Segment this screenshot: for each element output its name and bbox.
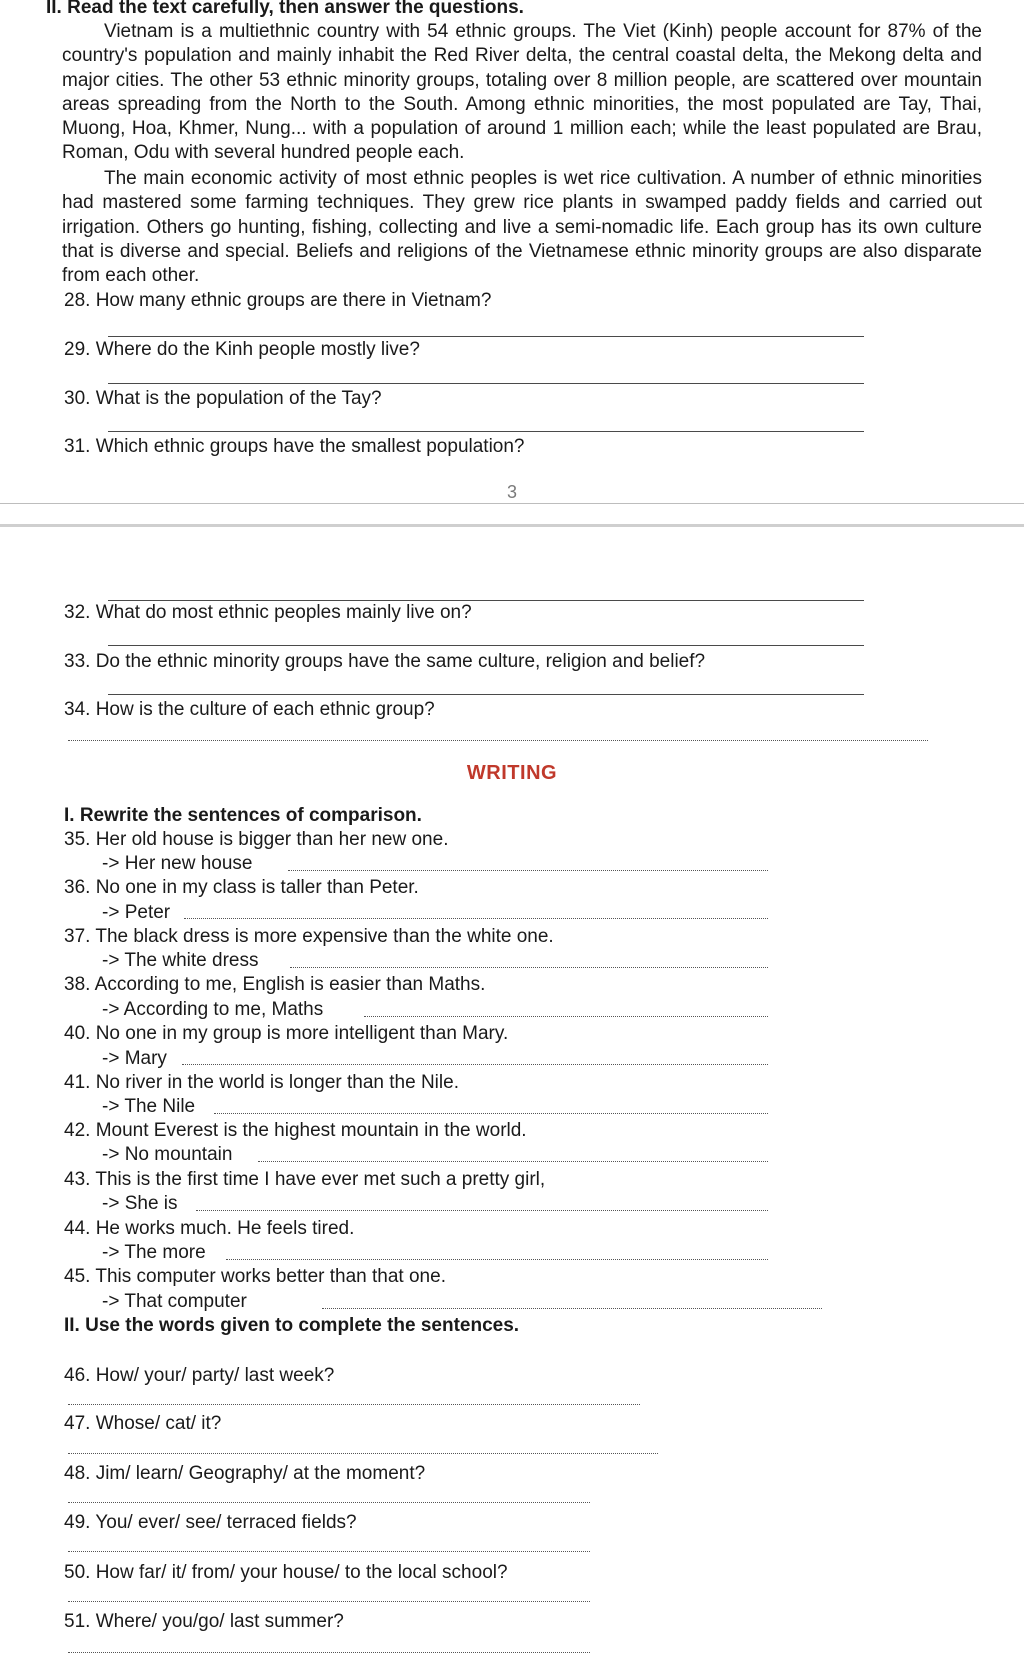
rewrite-question-37: 37. The black dress is more expensive than the white one. (64, 926, 554, 947)
rewrite-question-35: 35. Her old house is bigger than her new one. (64, 829, 449, 850)
rewrite-prompt-45: -> That computer (102, 1291, 247, 1312)
page-divider-shadow (0, 524, 1024, 527)
complete-question-48: 48. Jim/ learn/ Geography/ at the moment? (64, 1463, 426, 1484)
question-29: 29. Where do the Kinh people mostly live? (64, 339, 420, 360)
rewrite-prompt-43: -> She is (102, 1193, 178, 1214)
complete-question-46: 46. How/ your/ party/ last week? (64, 1365, 335, 1386)
rewrite-question-36: 36. No one in my class is taller than Peter. (64, 877, 419, 898)
complete-question-50: 50. How far/ it/ from/ your house/ to the local school? (64, 1562, 508, 1583)
rewrite-prompt-36: -> Peter (102, 902, 171, 923)
answer-line-33[interactable] (108, 694, 864, 695)
rewrite-answer-43[interactable] (196, 1210, 768, 1211)
section-1-heading: I. Rewrite the sentences of comparison. (64, 805, 422, 826)
answer-line-32[interactable] (108, 645, 864, 646)
reading-passage-paragraph-1 (62, 20, 982, 166)
reading-passage-paragraph-2 (62, 167, 982, 288)
rewrite-prompt-38: -> According to me, Maths (102, 999, 324, 1020)
question-33: 33. Do the ethnic minority groups have the same culture, religion and belief? (64, 651, 706, 672)
rewrite-answer-44[interactable] (226, 1259, 768, 1260)
rewrite-prompt-40: -> Mary (102, 1048, 167, 1069)
rewrite-prompt-44: -> The more (102, 1242, 206, 1263)
rewrite-prompt-41: -> The Nile (102, 1096, 196, 1117)
question-34: 34. How is the culture of each ethnic group? (64, 699, 435, 720)
section-2-heading: II. Use the words given to complete the sentences. (64, 1315, 520, 1336)
rewrite-answer-35[interactable] (288, 870, 768, 871)
answer-line-28[interactable] (108, 336, 864, 337)
question-32: 32. What do most ethnic peoples mainly live on? (64, 602, 472, 623)
rewrite-answer-38[interactable] (364, 1016, 768, 1017)
complete-question-49: 49. You/ ever/ see/ terraced fields? (64, 1512, 357, 1533)
complete-answer-50[interactable] (68, 1601, 590, 1602)
rewrite-answer-42[interactable] (258, 1161, 768, 1162)
rewrite-question-45: 45. This computer works better than that one. (64, 1266, 446, 1287)
answer-line-34[interactable] (68, 740, 928, 741)
complete-answer-51[interactable] (68, 1652, 590, 1653)
complete-question-51: 51. Where/ you/go/ last summer? (64, 1611, 344, 1632)
page-divider (0, 503, 1024, 504)
answer-line-30[interactable] (108, 431, 864, 432)
rewrite-question-41: 41. No river in the world is longer than the Nile. (64, 1072, 459, 1093)
complete-answer-49[interactable] (68, 1551, 590, 1552)
complete-question-47: 47. Whose/ cat/ it? (64, 1413, 222, 1434)
question-31: 31. Which ethnic groups have the smallest population? (64, 436, 525, 457)
rewrite-answer-41[interactable] (214, 1113, 768, 1114)
rewrite-question-42: 42. Mount Everest is the highest mountain in the world. (64, 1120, 527, 1141)
rewrite-prompt-37: -> The white dress (102, 950, 259, 971)
rewrite-question-38: 38. According to me, English is easier than Maths. (64, 974, 486, 995)
writing-title: WRITING (466, 762, 558, 784)
reading-heading: II. Read the text carefully, then answer the questions. (46, 0, 524, 18)
rewrite-prompt-42: -> No mountain (102, 1144, 233, 1165)
page-number: 3 (506, 482, 517, 502)
rewrite-question-43: 43. This is the first time I have ever met such a pretty girl, (64, 1169, 546, 1190)
rewrite-prompt-35: -> Her new house (102, 853, 253, 874)
complete-answer-48[interactable] (68, 1502, 590, 1503)
complete-answer-46[interactable] (68, 1404, 640, 1405)
paragraph-1-text: Vietnam is a multiethnic country with 54 ethnic groups. The Viet (Kinh) people account for 87% of the country's population and mainly inhabit the Red River delta, the central coastal delta, the Mekong delta and major cities. The other 53 ethnic minority groups, totaling over 8 million people, are scattered over mountain areas spreading from the North to the South. Among ethnic minorities, the most populated are Tay, Thai, Muong, Hoa, Khmer, Nung... with a population of around 1 million each; while the least populated are Brau, Roman, Odu with several hundred people each. (62, 21, 982, 164)
rewrite-answer-45[interactable] (322, 1308, 822, 1309)
rewrite-answer-37[interactable] (290, 967, 768, 968)
rewrite-question-40: 40. No one in my group is more intelligent than Mary. (64, 1023, 509, 1044)
question-28: 28. How many ethnic groups are there in Vietnam? (64, 290, 492, 311)
rewrite-answer-36[interactable] (184, 918, 768, 919)
answer-line-29[interactable] (108, 383, 864, 384)
complete-answer-47[interactable] (68, 1453, 658, 1454)
question-30: 30. What is the population of the Tay? (64, 388, 382, 409)
paragraph-2-text: The main economic activity of most ethnic peoples is wet rice cultivation. A number of ethnic minorities had mastered some farming techniques. They grew rice plants in swamped paddy fields and carried out irrigation. Others go hunting, fishing, collecting and live a semi-nomadic life. Each group has its own culture that is diverse and special. Beliefs and religions of the Vietnamese ethnic minority groups are also disparate from each other. (62, 168, 982, 287)
rewrite-answer-40[interactable] (182, 1064, 768, 1065)
rewrite-question-44: 44. He works much. He feels tired. (64, 1218, 355, 1239)
